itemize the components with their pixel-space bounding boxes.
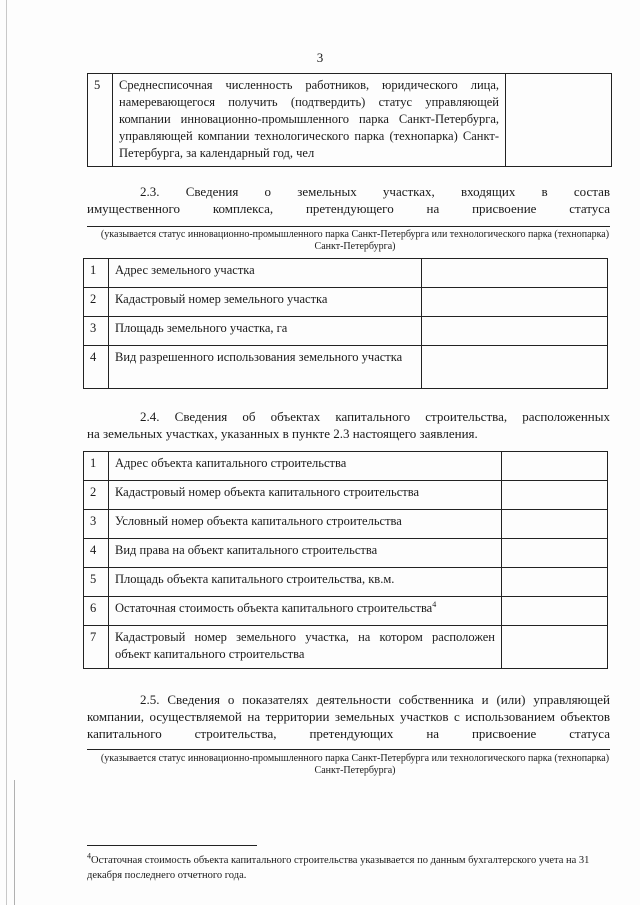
scan-edge — [6, 0, 7, 905]
row-number: 3 — [84, 317, 109, 346]
footnote-ref: 4 — [432, 599, 437, 609]
row-text: Кадастровый номер земельного участка, на котором расположен объект капитального строительства — [109, 626, 502, 669]
value-cell[interactable] — [422, 259, 608, 288]
value-cell[interactable] — [502, 452, 608, 481]
row-number: 4 — [84, 346, 109, 389]
table-row — [84, 510, 608, 539]
row-text — [109, 597, 502, 626]
row-text: Вид права на объект капитального строительства — [109, 539, 502, 568]
table-row — [84, 288, 608, 317]
section-2-3-hint: (указывается статус инновационно-промышленного парка Санкт-Петербурга или технологического парка (технопарка) Санкт-Петербурга) — [100, 229, 610, 252]
row-number: 3 — [84, 510, 109, 539]
row-text: Среднесписочная численность работников, юридического лица, намеревающегося получить (подтвердить) статус управляющей компании инновационно-промышленного парка Санкт-Петербурга, управляющей компании технологического парка (технопарка) Санкт-Петербурга, за календарный год, чел — [113, 74, 506, 167]
row-text: Кадастровый номер объекта капитального строительства — [109, 481, 502, 510]
value-cell[interactable] — [502, 626, 608, 669]
row-number: 5 — [84, 568, 109, 597]
row-text: Адрес объекта капитального строительства — [109, 452, 502, 481]
row-number: 1 — [84, 452, 109, 481]
footnote — [87, 853, 610, 883]
fill-in-line[interactable] — [87, 749, 610, 750]
scan-edge — [14, 780, 15, 905]
row-number: 1 — [84, 259, 109, 288]
section-2-4-line-2: на земельных участках, указанных в пункте 2.3 настоящего заявления. — [87, 426, 478, 441]
row-text: Вид разрешенного использования земельного участка — [109, 346, 422, 389]
section-2-5-hint: (указывается статус инновационно-промышленного парка Санкт-Петербурга или технологического парка (технопарка) Санкт-Петербурга) — [100, 753, 610, 776]
section-2-5-line-1: 2.5. Сведения о показателях деятельности собственника и (или) управляющей — [140, 692, 610, 707]
value-cell[interactable] — [422, 288, 608, 317]
row-number: 2 — [84, 481, 109, 510]
footnote-mark: 4 — [87, 851, 91, 861]
row-number: 5 — [88, 74, 113, 167]
fill-in-line[interactable] — [87, 226, 610, 227]
row-number: 2 — [84, 288, 109, 317]
row-text-label: Остаточная стоимость объекта капитального строительства — [115, 601, 433, 615]
value-cell[interactable] — [502, 597, 608, 626]
section-2-3-line-1: 2.3. Сведения о земельных участках, входящих в состав — [140, 184, 610, 199]
row-text: Условный номер объекта капитального строительства — [109, 510, 502, 539]
row-number: 7 — [84, 626, 109, 669]
table-row — [84, 346, 608, 389]
table-row — [84, 626, 608, 669]
table-row — [84, 539, 608, 568]
row-text: Адрес земельного участка — [109, 259, 422, 288]
value-cell[interactable] — [506, 74, 612, 167]
row-text: Кадастровый номер земельного участка — [109, 288, 422, 317]
table-1-continuation — [87, 73, 612, 167]
table-row — [84, 452, 608, 481]
value-cell[interactable] — [502, 481, 608, 510]
value-cell[interactable] — [502, 568, 608, 597]
footnote-separator — [87, 845, 257, 846]
value-cell[interactable] — [422, 317, 608, 346]
value-cell[interactable] — [502, 539, 608, 568]
table-row — [84, 317, 608, 346]
row-text: Площадь земельного участка, га — [109, 317, 422, 346]
section-2-5-line-3: капитального строительства, претендующих на присвоение статуса — [87, 726, 610, 741]
section-2-3-line-2: имущественного комплекса, претендующего на присвоение статуса — [87, 201, 610, 216]
table-row — [84, 259, 608, 288]
footnote-text: Остаточная стоимость объекта капитального строительства указывается по данным бухгалтерского учета на 31 декабря последнего отчетного года. — [87, 855, 590, 881]
section-2-4-line-1: 2.4. Сведения об объектах капитального строительства, расположенных — [140, 409, 610, 424]
table-row — [84, 597, 608, 626]
section-2-5-line-2: компании, осуществляемой на территории земельных участков с использованием объектов — [87, 709, 610, 724]
row-text: Площадь объекта капитального строительства, кв.м. — [109, 568, 502, 597]
row-number: 6 — [84, 597, 109, 626]
table-land-plots — [83, 258, 608, 389]
page-number: 3 — [316, 50, 324, 65]
value-cell[interactable] — [502, 510, 608, 539]
table-capital-objects — [83, 451, 608, 669]
table-row — [88, 74, 612, 167]
table-row — [84, 568, 608, 597]
row-number: 4 — [84, 539, 109, 568]
value-cell[interactable] — [422, 346, 608, 389]
table-row — [84, 481, 608, 510]
